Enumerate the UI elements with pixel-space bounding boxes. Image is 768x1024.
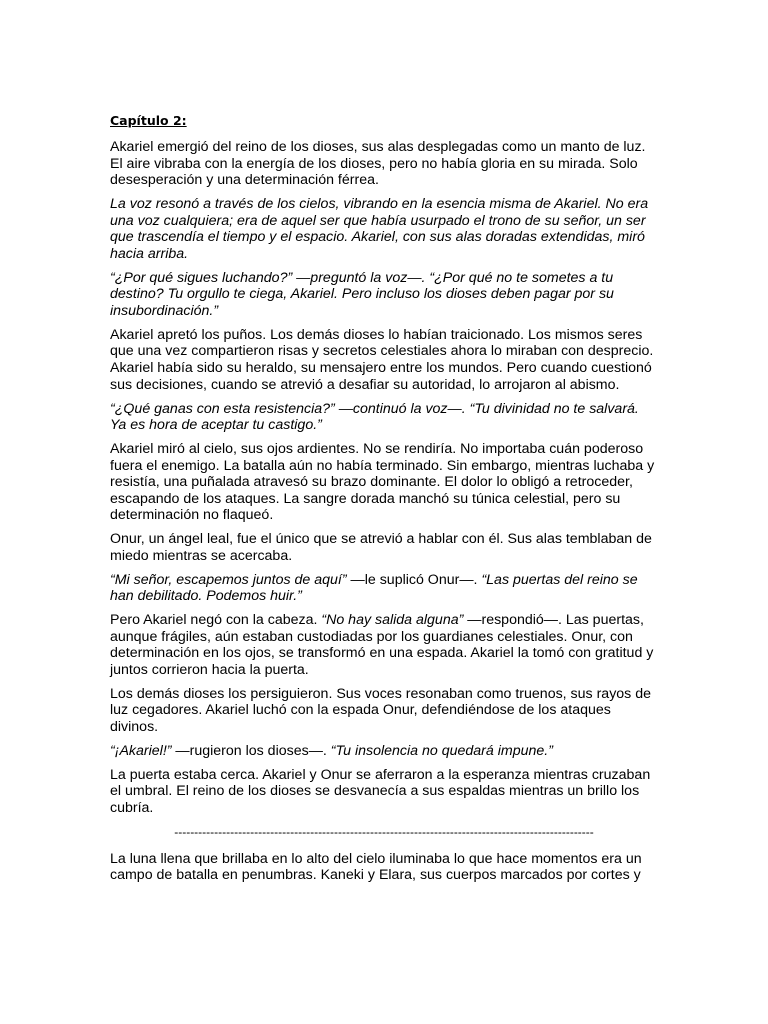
- paragraph: [110, 851, 658, 884]
- text-run: —rugieron los dioses—.: [171, 742, 331, 759]
- paragraph: [110, 612, 658, 678]
- text-run: Onur, un ángel leal, fue el único que se atrevió a hablar con él. Sus alas temblaban de miedo mientras se acercaba.: [110, 531, 652, 564]
- text-run: La puerta estaba cerca. Akariel y Onur se aferraron a la esperanza mientras cruzaban el umbral. El reino de los dioses se desvanecía a sus espaldas mientras un brillo los cubría.: [110, 766, 651, 817]
- paragraph: [110, 686, 658, 736]
- text-run: —le suplicó Onur—.: [346, 571, 482, 588]
- section-separator: ---------------------------------------------------------------------------------------------------------: [174, 824, 594, 839]
- italic-text-run: “¡Akariel!”: [110, 742, 172, 759]
- paragraph: [110, 196, 658, 262]
- italic-text-run: “¿Qué ganas con esta resistencia?” —continuó la voz—. “Tu divinidad no te salvará. Ya es hora de aceptar tu castigo.”: [110, 400, 639, 434]
- paragraph: [110, 401, 658, 434]
- chapter-title: Capítulo 2:: [110, 113, 187, 128]
- text-run: La luna llena que brillaba en lo alto del cielo iluminaba lo que hace momentos era un campo de batalla en penumbras. Kaneki y Elara, sus cuerpos marcados por cortes y: [110, 850, 642, 884]
- paragraph: [110, 270, 658, 320]
- paragraph: [110, 767, 658, 817]
- paragraph: [110, 139, 658, 189]
- italic-text-run: “Tu insolencia no quedará impune.”: [330, 742, 553, 759]
- text-run: Pero Akariel negó con la cabeza.: [110, 612, 322, 629]
- text-run: Akariel emergió del reino de los dioses, sus alas desplegadas como un manto de luz. El aire vibraba con la energía de los dioses, pero no había gloria en su mirada. Solo desesperación y una determinación férrea.: [110, 139, 646, 189]
- italic-text-run: “Mi señor, escapemos juntos de aquí”: [110, 571, 347, 588]
- chapter-body: [110, 139, 658, 891]
- italic-text-run: “Las puertas del reino se han debilitado. Podemos huir.”: [110, 571, 638, 605]
- text-run: Akariel apretó los puños. Los demás dioses lo habían traicionado. Los mismos seres que una vez compartieron risas y secretos celestiales ahora lo miraban con desprecio. Akariel había sido su heraldo, su mensajero entre los mundos. Pero cuando cuestionó sus decisiones, cuando se atrevió a desafiar su autoridad, lo arrojaron al abismo.: [110, 326, 654, 393]
- paragraph: [110, 327, 658, 393]
- italic-text-run: La voz resonó a través de los cielos, vibrando en la esencia misma de Akariel. No era una voz cualquiera; era de aquel ser que había usurpado el trono de su señor, un ser que trascendía el tiempo y el espacio. Akariel, con sus alas doradas extendidas, miró hacia arriba.: [110, 196, 649, 262]
- italic-text-run: “No hay salida alguna”: [321, 612, 464, 629]
- text-run: —respondió—. Las puertas, aunque frágiles, aún estaban custodiadas por los guardianes celestiales. Onur, con determinación en los ojos, se transformó en una espada. Akariel la tomó con gratitud y juntos corrieron hacia la puerta.: [110, 612, 654, 678]
- text-run: Los demás dioses los persiguieron. Sus voces resonaban como truenos, sus rayos de luz cegadores. Akariel luchó con la espada Onur, defendiéndose de los ataques divinos.: [110, 685, 651, 736]
- text-run: Akariel miró al cielo, sus ojos ardientes. No se rendiría. No importaba cuán poderoso fuera el enemigo. La batalla aún no había terminado. Sin embargo, mientras luchaba y resistía, una puñalada atravesó su brazo dominante. El dolor lo obligó a retroceder, escapando de los ataques. La sangre dorada manchó su túnica celestial, pero su determinación no flaqueó.: [110, 440, 655, 524]
- paragraph: [110, 743, 658, 760]
- italic-text-run: “¿Por qué sigues luchando?” —preguntó la voz—. “¿Por qué no te sometes a tu destino? Tu orgullo te ciega, Akariel. Pero incluso los dioses deben pagar por su insubordinación.”: [110, 269, 614, 319]
- paragraph: [110, 441, 658, 524]
- paragraph: [110, 531, 658, 564]
- paragraph: [110, 572, 658, 605]
